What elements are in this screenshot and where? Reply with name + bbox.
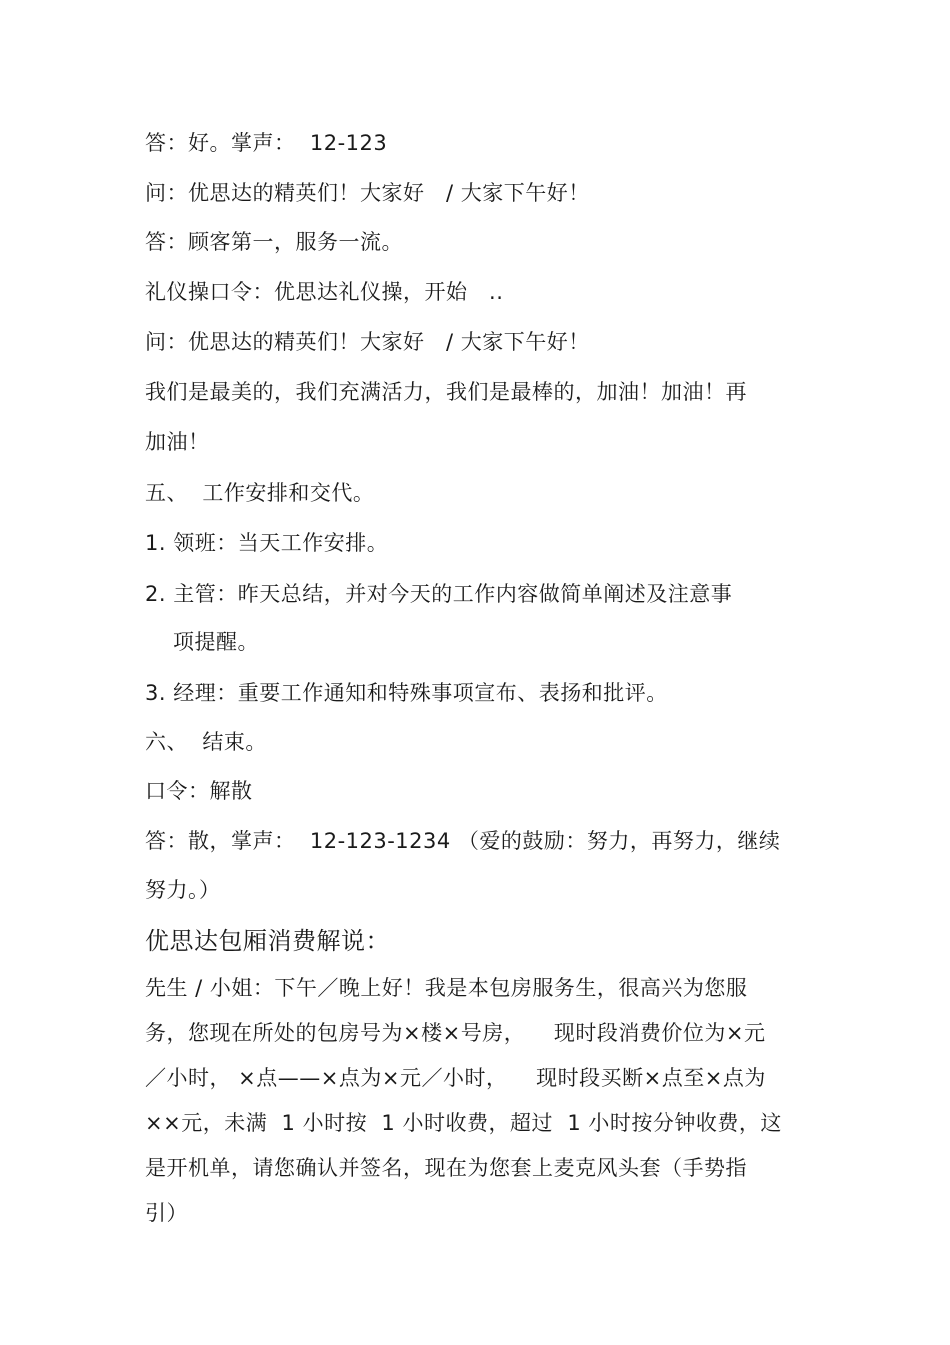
section-title: 优思达包厢消费解说： <box>145 927 390 955</box>
text-line: 口令：解散 <box>145 779 253 803</box>
paragraph-line: 引） <box>145 1201 188 1225</box>
section-heading-five: 五、 工作安排和交代。 <box>145 481 375 505</box>
text-line: 答：散，掌声： 12-123-1234 （爱的鼓励：努力，再努力，继续 <box>145 829 781 853</box>
list-item: 2. 主管：昨天总结，并对今天的工作内容做简单阐述及注意事 <box>145 582 733 606</box>
paragraph-line: ××元，未满 1 小时按 1 小时收费，超过 1 小时按分钟收费，这 <box>145 1111 782 1135</box>
list-item: 1. 领班：当天工作安排。 <box>145 531 389 555</box>
text-line: 我们是最美的，我们充满活力，我们是最棒的，加油！加油！再 <box>145 380 747 404</box>
paragraph-line: 是开机单，请您确认并签名，现在为您套上麦克风头套（手势指 <box>145 1156 747 1180</box>
text-line: 问：优思达的精英们！大家好 / 大家下午好！ <box>145 330 590 354</box>
text-line: 答：顾客第一，服务一流。 <box>145 230 403 254</box>
list-item: 3. 经理：重要工作通知和特殊事项宣布、表扬和批评。 <box>145 681 668 705</box>
paragraph-line: 先生 / 小姐：下午／晚上好！我是本包房服务生，很高兴为您服 <box>145 976 748 1000</box>
text-line: 答：好。掌声： 12-123 <box>145 131 388 155</box>
paragraph-line: 务，您现在所处的包房号为×楼×号房， 现时段消费价位为×元 <box>145 1021 766 1045</box>
text-line: 加油！ <box>145 430 210 454</box>
section-heading-six: 六、 结束。 <box>145 730 267 754</box>
text-line: 努力。） <box>145 878 221 902</box>
text-line: 问：优思达的精英们！大家好 / 大家下午好！ <box>145 181 590 205</box>
list-item-continuation: 项提醒。 <box>173 630 259 654</box>
paragraph-line: ／小时， ×点——×点为×元／小时， 现时段买断×点至×点为 <box>145 1066 766 1090</box>
text-line: 礼仪操口令：优思达礼仪操，开始 .. <box>145 280 504 304</box>
